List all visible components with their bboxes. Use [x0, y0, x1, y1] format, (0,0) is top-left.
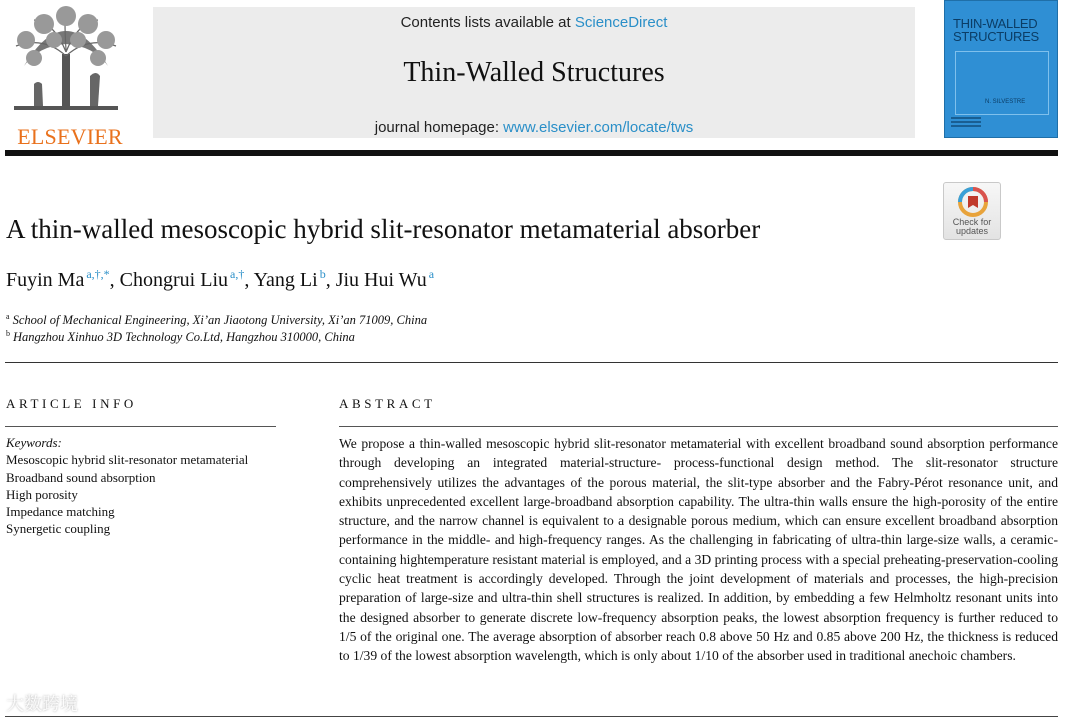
- check-updates-label: [944, 218, 1000, 236]
- affiliation-a: [6, 312, 427, 328]
- check-updates-line1: Check for: [952, 217, 992, 227]
- journal-title: Thin-Walled Structures: [403, 57, 665, 88]
- journal-cover[interactable]: [944, 0, 1058, 138]
- author-affiliation-mark[interactable]: a: [428, 267, 435, 282]
- check-for-updates-button[interactable]: [943, 182, 1001, 240]
- keyword-item: Synergetic coupling: [6, 521, 111, 537]
- author-name[interactable]: Jiu Hui Wu: [335, 269, 427, 291]
- watermark: 大数跨境: [6, 694, 78, 715]
- author-name[interactable]: Fuyin Ma: [6, 269, 85, 291]
- cover-editor: N. SILVESTRE: [985, 99, 1026, 105]
- article-info-rule: [5, 426, 276, 427]
- homepage-prefix: journal homepage:: [374, 119, 504, 136]
- affiliation-text: School of Mechanical Engineering, Xi’an Jiaotong University, Xi’an 71009, China: [12, 313, 428, 328]
- affiliation-mark: a: [6, 312, 10, 321]
- author-name[interactable]: Yang Li: [253, 269, 318, 291]
- contents-prefix: Contents lists available at: [400, 14, 575, 31]
- author-affiliation-mark[interactable]: a,†: [230, 267, 245, 282]
- contents-line: [153, 14, 915, 31]
- homepage-link[interactable]: www.elsevier.com/locate/tws: [503, 119, 694, 136]
- author-list: [6, 269, 434, 292]
- author-affiliation-mark[interactable]: a,†,*: [86, 267, 110, 282]
- author-separator: ,: [325, 269, 336, 291]
- homepage-line: [153, 119, 915, 136]
- keywords-list: [6, 434, 248, 538]
- header-rule: [5, 150, 1058, 156]
- cover-title: THIN-WALLED STRUCTURES: [953, 16, 1039, 44]
- affiliation-mark: b: [6, 329, 10, 338]
- section-divider: [5, 362, 1058, 363]
- keyword-item: High porosity: [6, 486, 78, 502]
- article-info-heading: ARTICLE INFO: [6, 396, 137, 411]
- check-updates-icon: [958, 187, 988, 217]
- elsevier-logo[interactable]: [4, 6, 128, 149]
- sciencedirect-link[interactable]: ScienceDirect: [574, 14, 668, 31]
- article-title: A thin-walled mesoscopic hybrid slit-resonator metamaterial absorber: [6, 214, 761, 244]
- author-name[interactable]: Chongrui Liu: [119, 269, 229, 291]
- keywords-label: Keywords:: [6, 435, 62, 450]
- abstract-rule: [339, 426, 1058, 427]
- abstract-text: We propose a thin-walled mesoscopic hybrid slit-resonator metamaterial with excellent broadband sound absorption performance through developing an integrated material-structure- process-functional design method. The slit-resonator structure comprehensively utilizes the advantages of the porous material, the slit-type absorber and the Fabry-Pérot resonance unit, and exhibits unprecedented excellent large-broadband absorption capability. The ultra-thin walls ensure the high-porosity of the entire structure, and the narrow channel is equivalent to a designable porous medium, which can ensure excellent broadband absorption performance in the middle- and high-frequency ranges. As the challenging in fabricating of ultra-thin large-size walls, a ceramic-containing hightemperature resistant material is employed, and a 3D printing process with a special preheating-preservation-cooling cyclic heat treatment is accordingly developed. Through the joint development of materials and processes, the high-precision preparation of large-size and ultra-thin shell structures is realized. In addition, by embedding a few Helmholtz resonant units into the designed absorber to generate discrete low-frequency absorption peaks, the lowest absorption frequency is further reduced to 1/5 of the original one. The average absorption of absorber reach 0.8 above 50 Hz and 0.85 above 200 Hz, the thickness is reduced to 1/39 of the lowest absorption wavelength, which is only about 1/10 of the absorber used in traditional anechoic chambers.: [339, 436, 1058, 664]
- affiliation-b: [6, 329, 355, 345]
- author-separator: ,: [109, 269, 120, 291]
- publisher-name: ELSEVIER: [17, 124, 123, 149]
- keyword-item: Mesoscopic hybrid slit-resonator metamaterial: [6, 452, 249, 468]
- cover-footer: [951, 117, 981, 131]
- keyword-item: Impedance matching: [6, 504, 115, 520]
- cover-panel: [955, 51, 1049, 115]
- author-affiliation-mark[interactable]: b: [319, 267, 326, 282]
- check-updates-line2: updates: [955, 226, 989, 236]
- journal-header: [153, 7, 915, 138]
- affiliation-text: Hangzhou Xinhuo 3D Technology Co.Ltd, Hangzhou 310000, China: [13, 330, 355, 345]
- abstract-heading: ABSTRACT: [339, 396, 436, 411]
- footer-divider: [5, 716, 1058, 717]
- keyword-item: Broadband sound absorption: [6, 469, 156, 485]
- tree-icon: [4, 6, 128, 118]
- author-separator: ,: [244, 269, 254, 291]
